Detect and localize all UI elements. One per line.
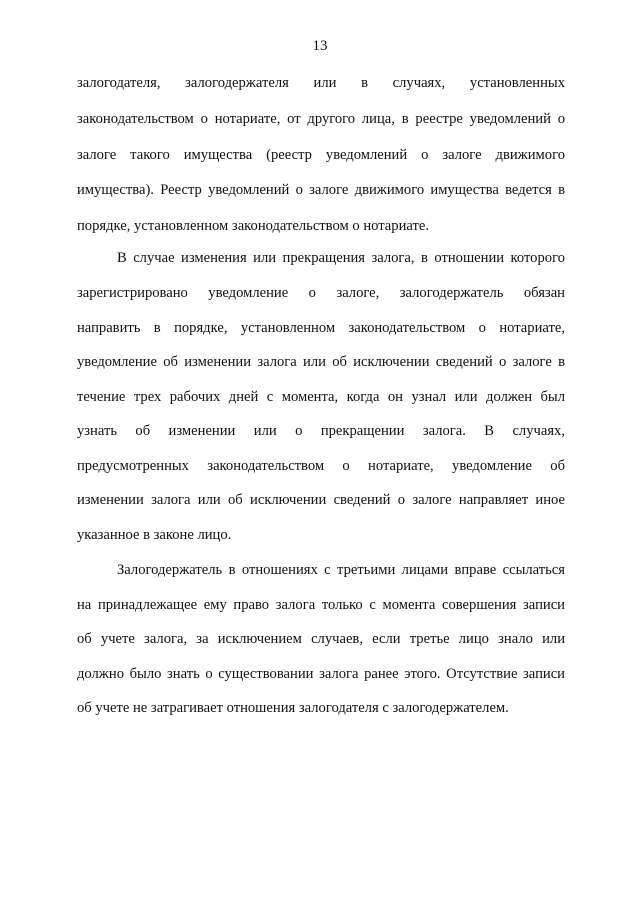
- paragraph-1-line-3: залоге такого имущества (реестр уведомлений о залоге движимого: [77, 147, 565, 163]
- paragraph-3-line-3: об учете залога, за исключением случаев, если третье лицо знало или: [77, 631, 565, 647]
- paragraph-3-line-5: об учете не затрагивает отношения залогодателя с залогодержателем.: [77, 700, 509, 716]
- paragraph-1-line-4: имущества). Реестр уведомлений о залоге движимого имущества ведется в: [77, 182, 565, 198]
- paragraph-1-line-5: порядке, установленном законодательством о нотариате.: [77, 218, 429, 234]
- paragraph-2-line-1: В случае изменения или прекращения залога, в отношении которого: [117, 250, 565, 266]
- paragraph-2-line-9: указанное в законе лицо.: [77, 527, 232, 543]
- paragraph-3-line-4: должно было знать о существовании залога ранее этого. Отсутствие записи: [77, 666, 565, 682]
- paragraph-1-line-2: законодательством о нотариате, от другого лица, в реестре уведомлений о: [77, 111, 565, 127]
- paragraph-2-line-7: предусмотренных законодательством о нотариате, уведомление об: [77, 458, 565, 474]
- paragraph-1-line-1: залогодателя, залогодержателя или в случаях, установленных: [77, 75, 565, 91]
- page-number: 13: [312, 38, 328, 54]
- paragraph-3-line-1: Залогодержатель в отношениях с третьими лицами вправе ссылаться: [117, 562, 565, 578]
- paragraph-3-line-2: на принадлежащее ему право залога только с момента совершения записи: [77, 597, 565, 613]
- paragraph-2-line-6: узнать об изменении или о прекращении залога. В случаях,: [77, 423, 565, 439]
- paragraph-2-line-3: направить в порядке, установленном законодательством о нотариате,: [77, 320, 565, 336]
- paragraph-2-line-4: уведомление об изменении залога или об исключении сведений о залоге в: [77, 354, 565, 370]
- paragraph-2-line-5: течение трех рабочих дней с момента, когда он узнал или должен был: [77, 389, 565, 405]
- paragraph-2-line-2: зарегистрировано уведомление о залоге, залогодержатель обязан: [77, 285, 565, 301]
- paragraph-2-line-8: изменении залога или об исключении сведений о залоге направляет иное: [77, 492, 565, 508]
